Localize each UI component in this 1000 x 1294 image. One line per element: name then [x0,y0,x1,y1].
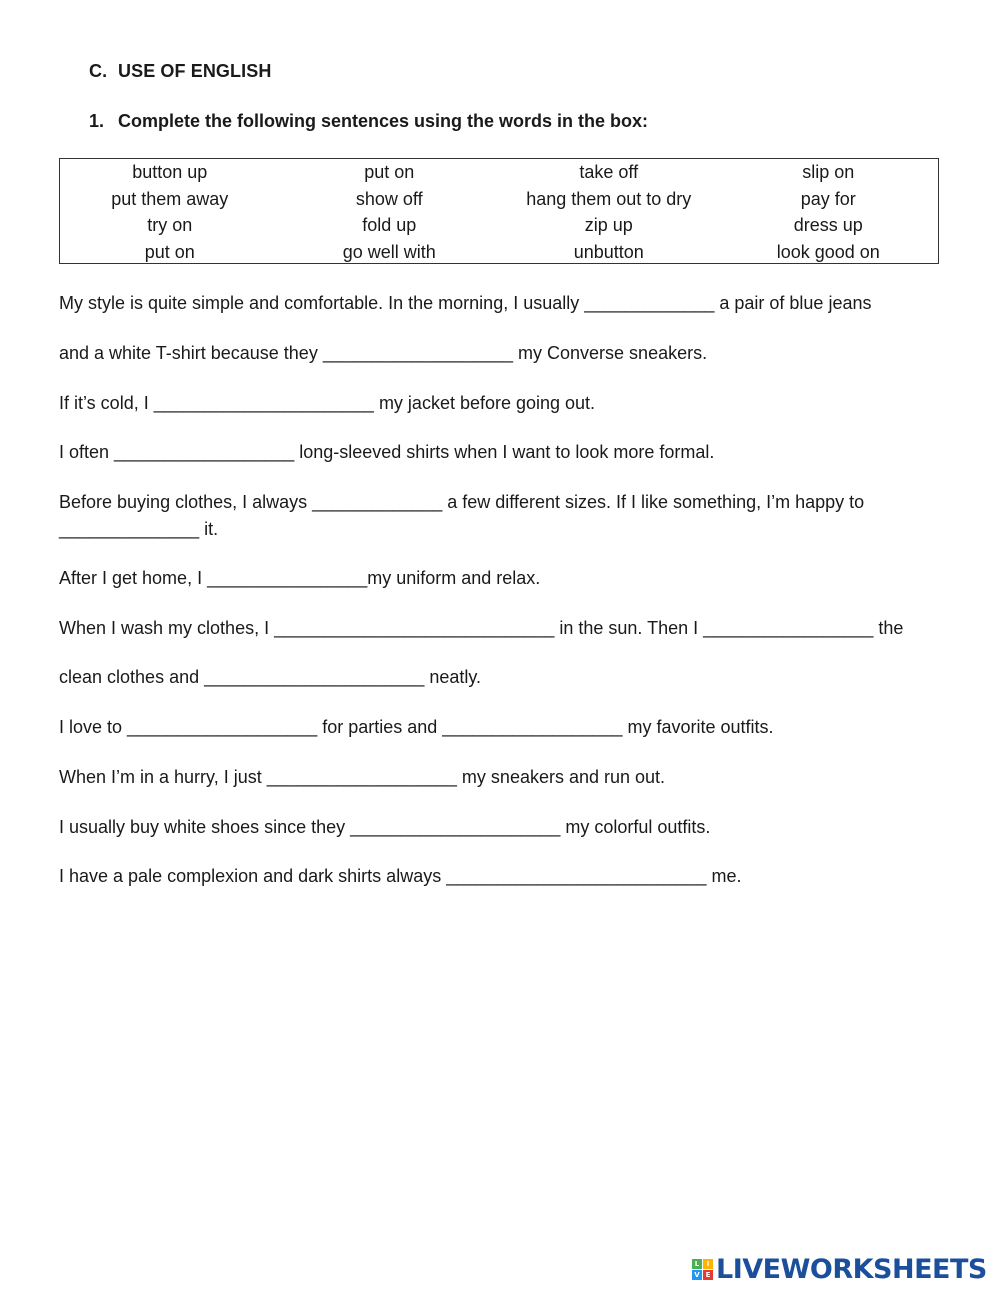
liveworksheets-logo [692,1254,987,1284]
section-title: USE OF ENGLISH [118,61,272,81]
logo-mark-icon [692,1259,713,1280]
sentence-line: Before buying clothes, I always _____________ a few different sizes. If I like something, I’m happy to [59,492,865,512]
word-box-entry: unbutton [573,241,644,262]
logo-mark-tile: L [692,1259,702,1269]
exercise-number: 1. [89,111,105,131]
word-box-entry: dress up [793,215,863,236]
word-box-entry: put on [364,162,415,183]
sentence-line: ______________ it. [59,519,219,539]
logo-mark-tile: V [692,1270,702,1280]
sentence-line: I have a pale complexion and dark shirts always __________________________ me. [59,866,742,886]
word-box-entry: zip up [584,215,633,236]
word-box-entry: pay for [800,188,856,209]
word-box-entry: take off [579,162,639,183]
word-box-entry: fold up [362,215,417,236]
sentence-line: If it’s cold, I ______________________ my jacket before going out. [59,393,596,413]
word-box-row [60,212,938,239]
word-box-entry: put them away [111,188,229,209]
sentence-line: When I’m in a hurry, I just ___________________ my sneakers and run out. [59,767,666,787]
section-number: C. [89,61,108,81]
sentence-line: My style is quite simple and comfortable. In the morning, I usually _____________ a pair of blue jeans [59,293,872,313]
exercise-instruction [89,111,648,132]
sentence-line: I usually buy white shoes since they _____________________ my colorful outfits. [59,817,711,837]
word-box-table [60,159,938,265]
section-heading [89,61,271,82]
sentence-line: I often __________________ long-sleeved shirts when I want to look more formal. [59,442,715,462]
word-box-row [60,159,938,186]
word-box-row [60,186,938,213]
logo-mark-tile: I [703,1259,713,1269]
sentence-line: clean clothes and ______________________ neatly. [59,667,482,687]
word-box [59,158,939,264]
word-box-entry: show off [355,188,423,209]
word-box-entry: hang them out to dry [526,188,692,209]
logo-text: LIVEWORKSHEETS [716,1253,987,1285]
word-box-entry: put on [144,241,195,262]
logo-mark-tile: E [703,1270,713,1280]
word-box-entry: go well with [342,241,436,262]
word-box-entry: slip on [802,162,855,183]
word-box-entry: button up [132,162,208,183]
sentence-line: and a white T-shirt because they ___________________ my Converse sneakers. [59,343,708,363]
sentence-line: After I get home, I ________________my uniform and relax. [59,568,541,588]
sentence-line: When I wash my clothes, I ____________________________ in the sun. Then I _________________ the [59,618,904,638]
sentence-line: I love to ___________________ for parties and __________________ my favorite outfits. [59,717,774,737]
instruction-text: Complete the following sentences using the words in the box: [118,111,649,131]
word-box-entry: look good on [776,241,880,262]
word-box-entry: try on [147,215,193,236]
word-box-row [60,239,938,266]
